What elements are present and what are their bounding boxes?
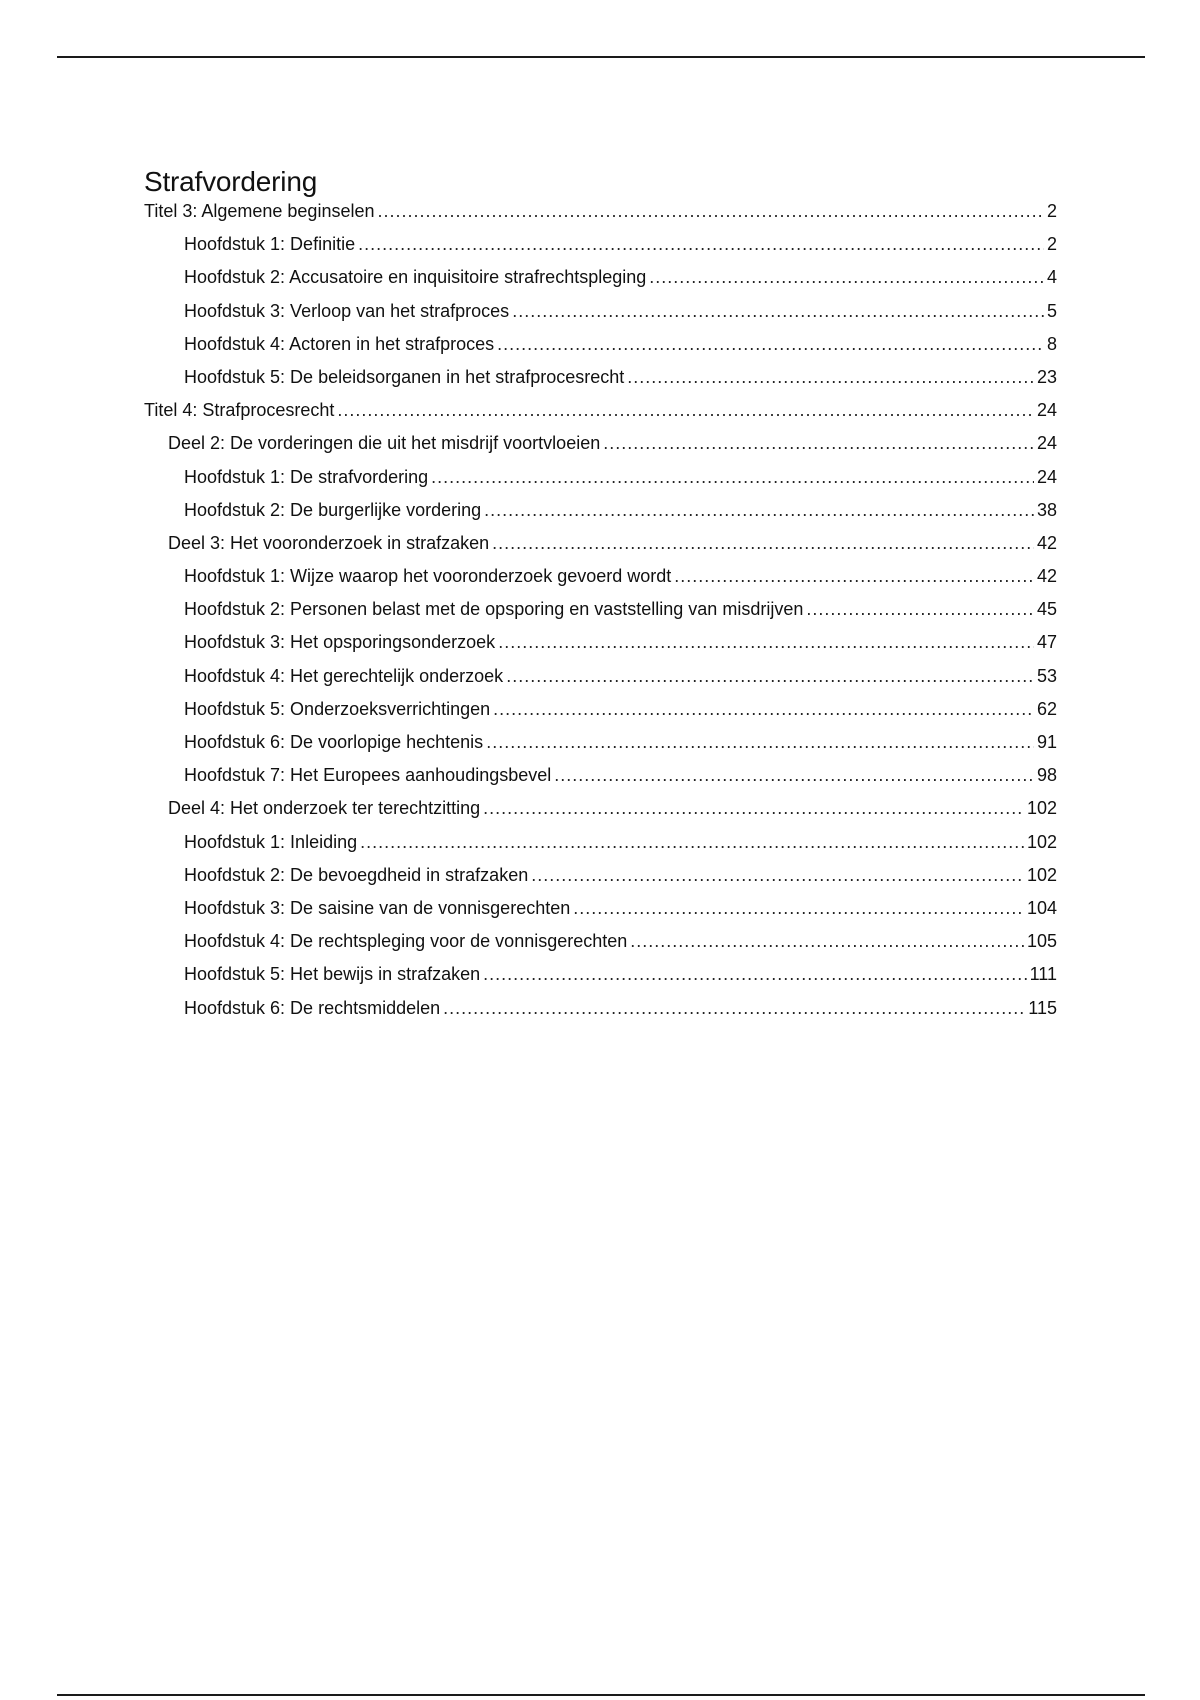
toc-entry-text: Deel 4: Het onderzoek ter terechtzitting xyxy=(168,797,483,819)
toc-entry-text: Hoofdstuk 1: Definitie xyxy=(184,233,358,255)
toc-dot-leader xyxy=(554,764,1034,786)
toc-page-number: 115 xyxy=(1025,997,1057,1019)
toc-dot-leader xyxy=(506,665,1034,687)
toc-list xyxy=(144,200,1057,1019)
toc-dot-leader xyxy=(360,831,1024,853)
toc-dot-leader xyxy=(486,731,1034,753)
toc-entry-text: Titel 4: Strafprocesrecht xyxy=(144,399,337,421)
toc-entry-text: Hoofdstuk 1: Inleiding xyxy=(184,831,360,853)
toc-dot-leader xyxy=(806,598,1034,620)
toc-page-number: 104 xyxy=(1024,897,1057,919)
toc-dot-leader xyxy=(358,233,1044,255)
toc-dot-leader xyxy=(483,963,1026,985)
toc-entry-text: Hoofdstuk 2: Personen belast met de opsporing en vaststelling van misdrijven xyxy=(184,598,806,620)
toc-entry-text: Hoofdstuk 3: Verloop van het strafproces xyxy=(184,300,512,322)
toc-entry[interactable] xyxy=(144,819,1057,852)
toc-entry[interactable] xyxy=(144,222,1057,255)
toc-entry[interactable] xyxy=(144,355,1057,388)
toc-entry[interactable] xyxy=(144,886,1057,919)
toc-page-number: 45 xyxy=(1034,598,1057,620)
toc-page-number: 38 xyxy=(1034,499,1057,521)
toc-entry-text: Deel 3: Het vooronderzoek in strafzaken xyxy=(168,532,492,554)
toc-page-number: 105 xyxy=(1024,930,1057,952)
toc-entry-text: Hoofdstuk 5: Het bewijs in strafzaken xyxy=(184,963,483,985)
toc-entry-text: Hoofdstuk 5: Onderzoeksverrichtingen xyxy=(184,698,493,720)
toc-dot-leader xyxy=(337,399,1034,421)
toc-page-number: 4 xyxy=(1044,266,1057,288)
toc-entry[interactable] xyxy=(144,919,1057,952)
toc-dot-leader xyxy=(483,797,1024,819)
toc-entry[interactable] xyxy=(144,521,1057,554)
toc-entry-text: Hoofdstuk 3: Het opsporingsonderzoek xyxy=(184,631,498,653)
toc-entry-text: Hoofdstuk 3: De saisine van de vonnisgerechten xyxy=(184,897,573,919)
toc-dot-leader xyxy=(573,897,1024,919)
toc-page-number: 98 xyxy=(1034,764,1057,786)
toc-entry-text: Hoofdstuk 6: De rechtsmiddelen xyxy=(184,997,443,1019)
toc-entry[interactable] xyxy=(144,620,1057,653)
toc-entry[interactable] xyxy=(144,322,1057,355)
toc-entry[interactable] xyxy=(144,421,1057,454)
header-rule xyxy=(57,56,1145,58)
toc-entry-text: Hoofdstuk 7: Het Europees aanhoudingsbevel xyxy=(184,764,554,786)
toc-entry-text: Hoofdstuk 4: De rechtspleging voor de vonnisgerechten xyxy=(184,930,630,952)
toc-entry[interactable] xyxy=(144,653,1057,686)
toc-title: Strafvordering xyxy=(144,166,318,197)
toc-entry-text: Hoofdstuk 4: Actoren in het strafproces xyxy=(184,333,497,355)
toc-entry[interactable] xyxy=(144,853,1057,886)
toc-entry-text: Hoofdstuk 2: De bevoegdheid in strafzaken xyxy=(184,864,531,886)
toc-entry[interactable] xyxy=(144,687,1057,720)
toc-dot-leader xyxy=(377,200,1044,222)
toc-page-number: 53 xyxy=(1034,665,1057,687)
toc-entry[interactable] xyxy=(144,753,1057,786)
toc-page-number: 8 xyxy=(1044,333,1057,355)
toc-dot-leader xyxy=(603,432,1034,454)
toc-entry-text: Titel 3: Algemene beginselen xyxy=(144,200,377,222)
toc-page-number: 91 xyxy=(1034,731,1057,753)
toc-page-number: 102 xyxy=(1024,864,1057,886)
toc-dot-leader xyxy=(431,466,1034,488)
toc-page-number: 2 xyxy=(1044,200,1057,222)
table-of-contents xyxy=(144,164,1057,1019)
toc-dot-leader xyxy=(492,532,1034,554)
footer-rule xyxy=(57,1694,1145,1696)
toc-entry[interactable] xyxy=(144,554,1057,587)
toc-entry-text: Hoofdstuk 2: Accusatoire en inquisitoire strafrechtspleging xyxy=(184,266,649,288)
toc-dot-leader xyxy=(512,300,1044,322)
toc-entry-text: Hoofdstuk 6: De voorlopige hechtenis xyxy=(184,731,486,753)
toc-entry-text: Deel 2: De vorderingen die uit het misdrijf voortvloeien xyxy=(168,432,603,454)
toc-dot-leader xyxy=(531,864,1024,886)
toc-page-number: 42 xyxy=(1034,532,1057,554)
toc-dot-leader xyxy=(630,930,1024,952)
toc-entry-text: Hoofdstuk 4: Het gerechtelijk onderzoek xyxy=(184,665,506,687)
toc-dot-leader xyxy=(674,565,1034,587)
toc-dot-leader xyxy=(498,631,1034,653)
toc-dot-leader xyxy=(484,499,1034,521)
toc-entry-text: Hoofdstuk 1: Wijze waarop het vooronderzoek gevoerd wordt xyxy=(184,565,674,587)
toc-entry-text: Hoofdstuk 2: De burgerlijke vordering xyxy=(184,499,484,521)
toc-page-number: 24 xyxy=(1034,399,1057,421)
toc-entry[interactable] xyxy=(144,200,1057,222)
toc-entry-text: Hoofdstuk 5: De beleidsorganen in het strafprocesrecht xyxy=(184,366,627,388)
toc-page-number: 2 xyxy=(1044,233,1057,255)
toc-dot-leader xyxy=(627,366,1034,388)
toc-dot-leader xyxy=(443,997,1025,1019)
toc-entry-text: Hoofdstuk 1: De strafvordering xyxy=(184,466,431,488)
toc-entry[interactable] xyxy=(144,454,1057,487)
toc-entry[interactable] xyxy=(144,388,1057,421)
toc-entry[interactable] xyxy=(144,488,1057,521)
toc-entry[interactable] xyxy=(144,288,1057,321)
toc-dot-leader xyxy=(493,698,1034,720)
toc-page-number: 111 xyxy=(1027,963,1057,985)
toc-dot-leader xyxy=(497,333,1044,355)
toc-entry[interactable] xyxy=(144,985,1057,1018)
toc-entry[interactable] xyxy=(144,587,1057,620)
toc-page-number: 62 xyxy=(1034,698,1057,720)
toc-page-number: 24 xyxy=(1034,466,1057,488)
toc-page-number: 47 xyxy=(1034,631,1057,653)
toc-entry[interactable] xyxy=(144,786,1057,819)
toc-dot-leader xyxy=(649,266,1044,288)
toc-page-number: 23 xyxy=(1034,366,1057,388)
toc-entry[interactable] xyxy=(144,720,1057,753)
toc-page-number: 5 xyxy=(1044,300,1057,322)
toc-entry[interactable] xyxy=(144,255,1057,288)
toc-page-number: 102 xyxy=(1024,831,1057,853)
toc-entry[interactable] xyxy=(144,952,1057,985)
toc-page-number: 102 xyxy=(1024,797,1057,819)
toc-page-number: 24 xyxy=(1034,432,1057,454)
toc-page-number: 42 xyxy=(1034,565,1057,587)
